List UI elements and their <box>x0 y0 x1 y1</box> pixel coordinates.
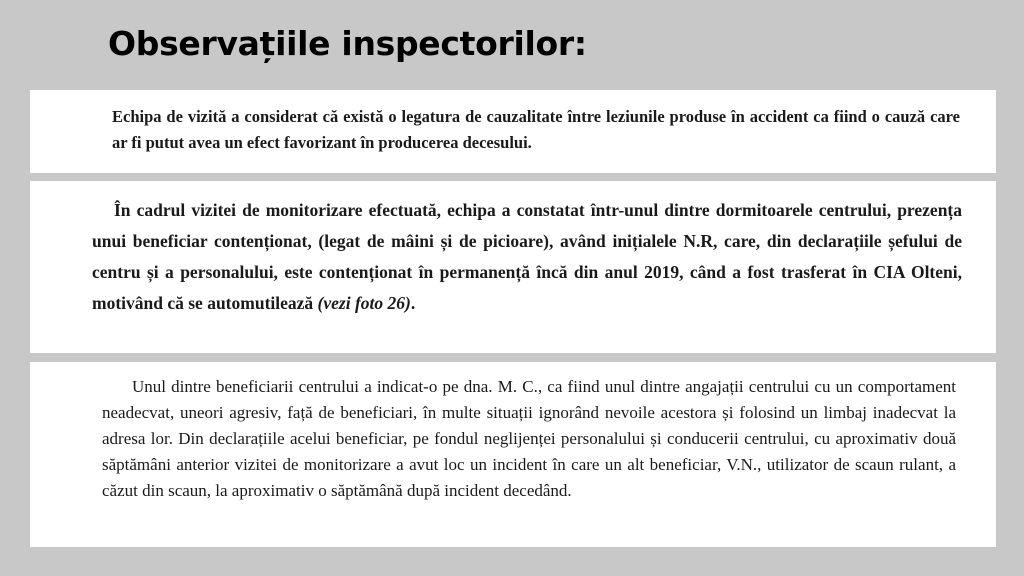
photo-reference: (vezi foto 26) <box>317 293 411 313</box>
excerpt-text-3: Unul dintre beneficiarii centrului a indicat-o pe dna. M. C., ca fiind unul dintre angajații centrului cu un comportament neadecvat, uneori agresiv, față de beneficiari, în multe situații ignorând nevoile acestora și folosind un limbaj inadecvat la adresa lor. Din declarațiile acelui beneficiar, pe fondul neglijenței personalului și conducerii centrului, cu aproximativ două săptămâni anterior vizitei de monitorizare a avut loc un incident în care un alt beneficiar, V.N., utilizator de scaun rulant, a căzut din scaun, la aproximativ o săptămână după incident decedând. <box>102 377 956 500</box>
excerpt-text-1: Echipa de vizită a considerat că există o legatura de cauzalitate între leziunile produse în accident ca fiind o cauză care ar fi putut avea un efect favorizant în producerea decesului. <box>112 107 960 152</box>
excerpt-panel-3 <box>30 362 996 547</box>
excerpt-panel-2 <box>30 181 996 353</box>
page-title: Observațiile inspectorilor: <box>108 24 587 63</box>
excerpt-panel-1 <box>30 90 996 173</box>
excerpt-text-2 <box>92 195 962 319</box>
excerpt-text-2-end: . <box>410 293 416 313</box>
excerpt-text-2-body: În cadrul vizitei de monitorizare efectuată, echipa a constatat într-unul dintre dormitoarele centrului, prezența unui beneficiar contenționat, (legat de mâini și de picioare), având inițialele N.R, care, din declarațiile șefului de centru și a personalului, este contenționat în permanență încă din anul 2019, când a fost trasferat în CIA Olteni, motivând că se automutilează <box>92 200 962 313</box>
